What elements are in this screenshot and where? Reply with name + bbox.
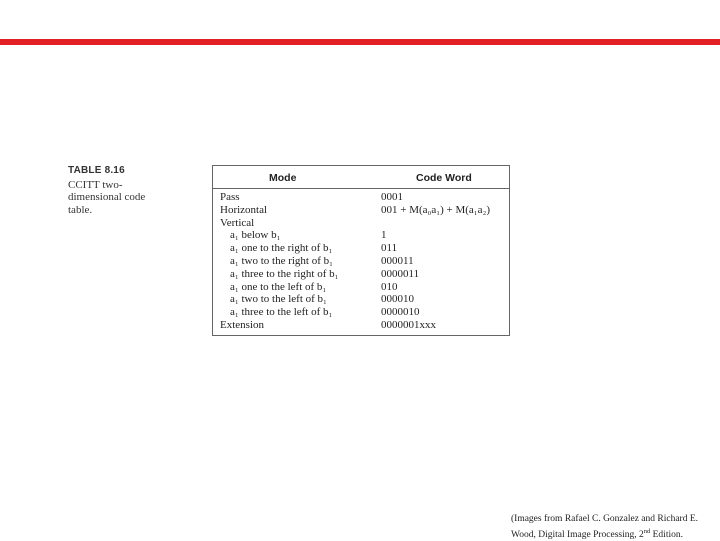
table-row xyxy=(213,255,509,268)
row-mode: a₁ two to the right of b₁ xyxy=(230,254,333,267)
credit-line-2-prefix: Wood, Digital Image Processing, 2 xyxy=(511,529,644,540)
row-code-word: 000011 xyxy=(381,254,414,267)
table-row xyxy=(213,319,509,332)
table-row xyxy=(213,242,509,255)
table-title: CCITT two-dimensional code table. xyxy=(68,178,146,216)
table-row xyxy=(213,217,509,230)
row-mode: a₁ three to the left of b₁ xyxy=(230,306,333,319)
table-row xyxy=(213,281,509,294)
row-code-word: 0000010 xyxy=(381,306,420,319)
credit-line-2-sup: nd xyxy=(643,527,651,535)
row-code-word: 010 xyxy=(381,280,398,293)
row-code-word: 1 xyxy=(381,229,387,242)
row-mode: a₁ two to the left of b₁ xyxy=(230,293,327,306)
row-code-word: 0001 xyxy=(381,191,403,203)
row-mode: Extension xyxy=(220,318,264,331)
header-code-word: Code Word xyxy=(416,172,472,184)
row-code-word: 000010 xyxy=(381,293,414,306)
table-header-row xyxy=(213,166,509,189)
table-number: TABLE 8.16 xyxy=(68,165,125,176)
top-accent-bar xyxy=(0,39,720,45)
table-row xyxy=(213,229,509,242)
row-code-word: 001 + M(a₀a₁) + M(a₁a₂) xyxy=(381,203,490,216)
table-row xyxy=(213,191,509,204)
header-mode: Mode xyxy=(269,172,297,184)
credit-line-2-suffix: Edition. xyxy=(650,529,683,540)
table-body xyxy=(213,191,509,332)
row-mode: a₁ below b₁ xyxy=(230,229,281,242)
row-mode: Horizontal xyxy=(220,203,268,216)
table-row xyxy=(213,204,509,217)
row-mode: Pass xyxy=(220,191,240,203)
code-table xyxy=(212,165,510,336)
row-code-word: 0000011 xyxy=(381,267,420,280)
table-caption xyxy=(68,165,168,216)
row-mode: a₁ one to the left of b₁ xyxy=(230,280,327,293)
table-row xyxy=(213,293,509,306)
row-code-word: 011 xyxy=(381,242,398,255)
row-code-word: 0000001xxx xyxy=(381,318,436,331)
table-row xyxy=(213,268,509,281)
row-mode: Vertical xyxy=(220,216,255,229)
row-mode: a₁ three to the right of b₁ xyxy=(230,267,339,280)
credit-line-1: (Images from Rafael C. Gonzalez and Richard E. xyxy=(511,514,699,524)
row-mode: a₁ one to the right of b₁ xyxy=(230,242,333,255)
table-row xyxy=(213,306,509,319)
image-credit xyxy=(511,513,716,541)
